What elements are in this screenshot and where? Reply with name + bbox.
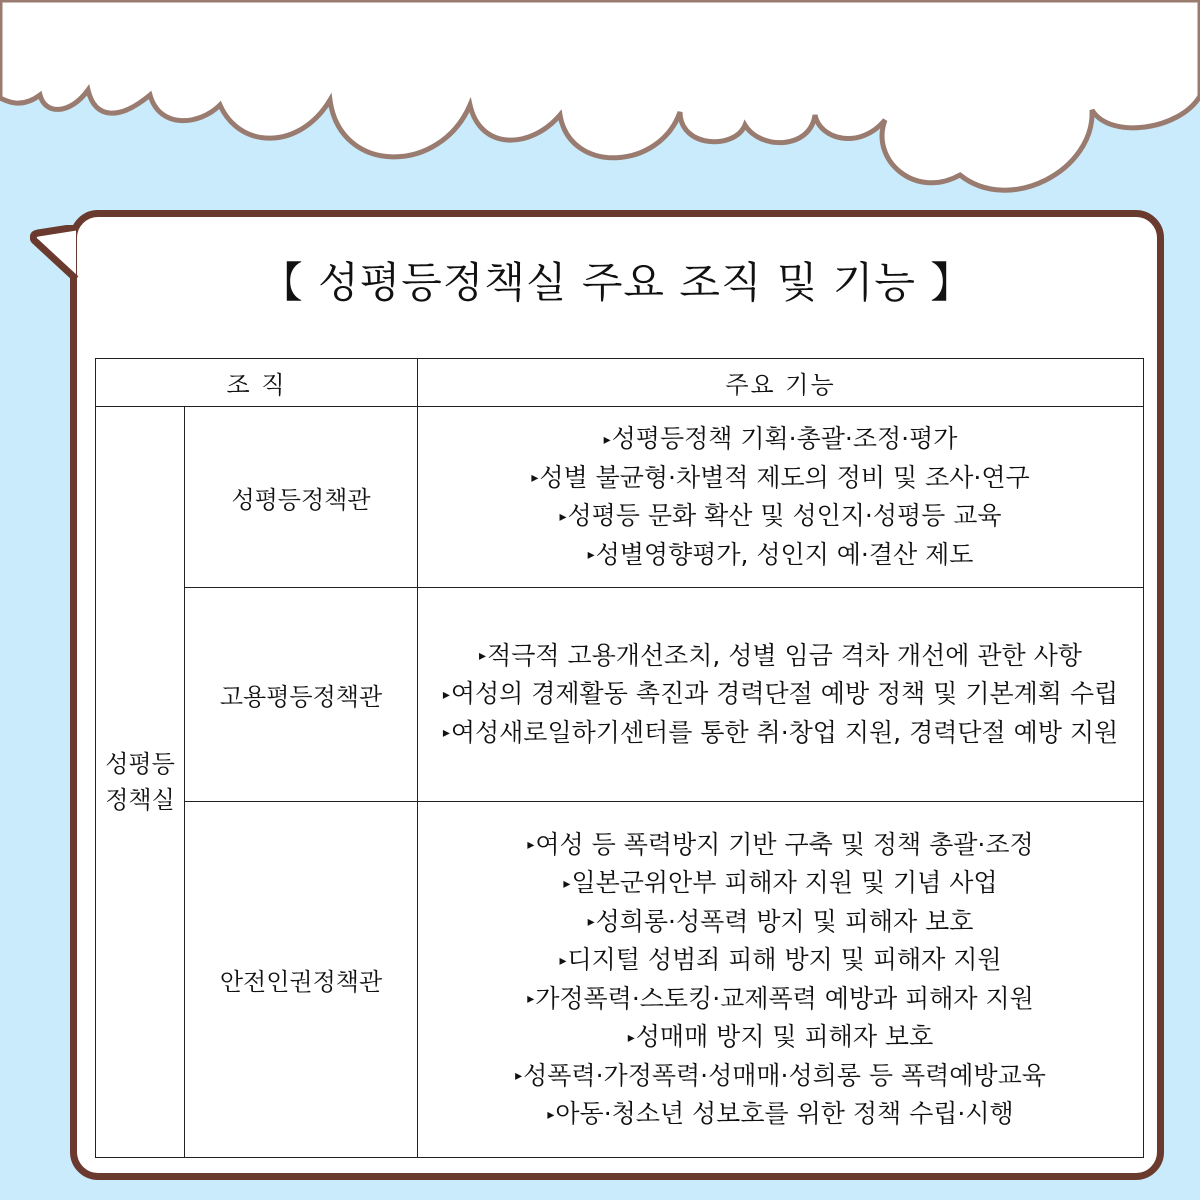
function-item: ▸ 성평등정책 기획·총괄·조정·평가	[418, 420, 1143, 459]
function-item: ▸ 아동·청소년 성보호를 위한 정책 수립·시행	[418, 1095, 1143, 1134]
group-name: 성평등 정책실	[105, 750, 175, 814]
function-item: ▸ 성별 불균형·차별적 제도의 정비 및 조사·연구	[418, 459, 1143, 498]
office-name: 고용평등정책관	[185, 588, 418, 802]
function-item: ▸ 여성 등 폭력방지 기반 구축 및 정책 총괄·조정	[418, 826, 1143, 865]
function-item: ▸ 성폭력·가정폭력·성매매·성희롱 등 폭력예방교육	[418, 1057, 1143, 1096]
functions-cell	[418, 802, 1144, 1158]
functions-cell	[418, 407, 1144, 588]
function-item: ▸ 가정폭력·스토킹·교제폭력 예방과 피해자 지원	[418, 980, 1143, 1019]
office-name: 안전인권정책관	[185, 802, 418, 1158]
office-name: 성평등정책관	[185, 407, 418, 588]
header-main-functions: 주요 기능	[418, 359, 1144, 407]
table-row	[96, 802, 1144, 1158]
table-header-row	[96, 359, 1144, 407]
function-item: ▸ 성매매 방지 및 피해자 보호	[418, 1018, 1143, 1057]
page-title: 【 성평등정책실 주요 조직 및 기능 】	[260, 258, 974, 307]
function-item: ▸ 성평등 문화 확산 및 성인지·성평등 교육	[418, 497, 1143, 536]
organization-table	[95, 358, 1144, 1158]
function-item: ▸ 일본군위안부 피해자 지원 및 기념 사업	[418, 864, 1143, 903]
group-cell	[96, 407, 185, 1158]
table-row	[96, 588, 1144, 802]
table-row	[96, 407, 1144, 588]
function-item: ▸ 성희롱·성폭력 방지 및 피해자 보호	[418, 903, 1143, 942]
function-item: ▸ 성별영향평가, 성인지 예·결산 제도	[418, 536, 1143, 575]
function-item: ▸ 디지털 성범죄 피해 방지 및 피해자 지원	[418, 941, 1143, 980]
function-item: ▸ 적극적 고용개선조치, 성별 임금 격차 개선에 관한 사항	[418, 637, 1143, 676]
function-item: ▸ 여성의 경제활동 촉진과 경력단절 예방 정책 및 기본계획 수립	[418, 675, 1143, 714]
function-item: ▸ 여성새로일하기센터를 통한 취·창업 지원, 경력단절 예방 지원	[418, 714, 1143, 753]
cloud-decoration	[0, 0, 1200, 210]
header-organization: 조 직	[96, 359, 418, 407]
functions-cell	[418, 588, 1144, 802]
